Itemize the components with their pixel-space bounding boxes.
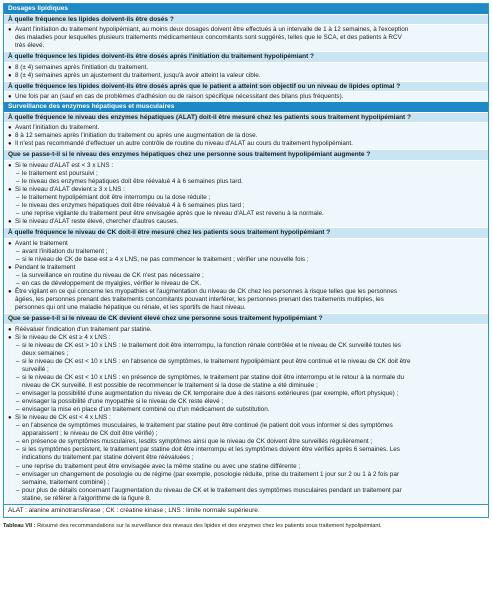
recommendations-table — [3, 3, 489, 518]
question-row: Que se passe-t-il si le niveau des enzymes hépatiques chez une personne sous traitement hypolipémiant augmente ? — [4, 149, 488, 160]
dash-item: – si les symptômes persistent, le traitement par statine doit être interrompu et les symptômes doivent être vérifiés après 6 semaines. Les — [8, 446, 484, 454]
continuation-line: statine, se référer à l'algorithme de la figure 8. — [22, 494, 151, 502]
question-row: À quelle fréquence le niveau de CK doit-il être mesuré chez les patients sous traitement hypolipémiant ? — [4, 227, 488, 238]
answer-cell — [4, 91, 488, 102]
dash-item: – envisager un changement de posologie ou de régime (par exemple, posologie réduite, prise du traitement 1 jour sur 2 ou 1 à 2 fois par — [8, 471, 484, 479]
dash-item: – avant l'initiation du traitement ; — [8, 248, 484, 256]
question-row: À quelle fréquence les lipides doivent-ils être dosés après l'initiation du traitement hypolipémiant ? — [4, 51, 488, 62]
bullet-item: ● Il n'est pas recommandé d'effectuer un autre contrôle de routine du niveau d'ALAT au cours du traitement hypolipémiant. — [8, 140, 484, 148]
dash-item: – en l'absence de symptômes musculaires, le traitement par statine peut être continué (le patient doit vous informer si des symptômes — [8, 422, 484, 430]
continuation-line: apparaissent ; le niveau de CK doit être vérifié) ; — [22, 430, 158, 438]
dash-item: – une reprise du traitement peut être envisagée avec la même statine ou avec une statine différente ; — [8, 463, 484, 471]
section-header: Dosages lipidiques — [4, 4, 488, 14]
answer-cell — [4, 324, 488, 504]
dash-item: – envisager la possibilité d'une myopathie si le niveau de CK reste élevé ; — [8, 398, 484, 406]
table-footnote: ALAT : alanine aminotransférase ; CK : créatine kinase ; LNS : limite normale supérieure. — [4, 504, 488, 517]
answer-cell — [4, 238, 488, 313]
dash-item: – le traitement est poursuivi ; — [8, 170, 484, 178]
bullet-item: ● Réévaluer l'indication d'un traitement par statine. — [8, 326, 484, 334]
dash-item: – en présence de symptômes musculaires, lesdits symptômes ainsi que le niveau de CK doivent être surveillés régulièrement ; — [8, 438, 484, 446]
dash-item: – si le niveau de CK est > 10 x LNS : le traitement doit être interrompu, la fonction rénale contrôlée et le niveau de CK surveillé toutes les — [8, 342, 484, 350]
bullet-item: ● Si le niveau de CK est < 4 x LNS : — [8, 414, 484, 422]
continuation-line: très élevé. — [15, 42, 45, 50]
bullet-item: ● 8 à 12 semaines après l'initiation du traitement ou après une augmentation de la dose. — [8, 132, 484, 140]
dash-item: – le niveau des enzymes hépatiques doit être réévalué 4 à 6 semaines plus tard ; — [8, 202, 484, 210]
bullet-item: ● Si le niveau d'ALAT devient ≥ 3 x LNS : — [8, 186, 484, 194]
question-row: À quelle fréquence les lipides doivent-ils être dosés ? — [4, 14, 488, 25]
continuation-line: niveau de CK surveillé. Il est possible de recommencer le traitement si la dose de statine a été diminuée ; — [22, 382, 318, 390]
bullet-item: ● Si le niveau d'ALAT est < 3 x LNS : — [8, 162, 484, 170]
bullet-item: ● Une fois par an (sauf en cas de problèmes d'adhésion ou de raison spécifique nécessitant des bilans plus fréquents). — [8, 93, 484, 101]
bullet-item: ● Être vigilant en ce qui concerne les myopathies et l'augmentation du niveau de CK chez les personnes à risque telles que les personnes — [8, 288, 484, 296]
dash-item: – la surveillance en routine du niveau de CK n'est pas nécessaire ; — [8, 272, 484, 280]
bullet-item: ● Si le niveau de CK est ≥ 4 x LNS : — [8, 334, 484, 342]
caption-text: Résumé des recommandations sur la surveillance des niveaux des lipides et des enzymes chez les patients sous traitement hypolipémiant. — [37, 522, 382, 529]
dash-item: – le niveau des enzymes hépatiques doit être réévalué 4 à 6 semaines plus tard. — [8, 178, 484, 186]
continuation-line: personnes qui ont une maladie hépatique ou rénale, et les sportifs de haut niveau. — [15, 304, 246, 312]
dash-item: – envisager la possibilité d'une augmentation du niveau de CK temporaire due à des raisons extérieures (par exemple, effort physique) ; — [8, 390, 484, 398]
continuation-line: surveillé ; — [22, 365, 49, 373]
bullet-item: ● Pendant le traitement — [8, 264, 484, 272]
continuation-line: deux semaines ; — [22, 349, 69, 357]
answer-cell — [4, 160, 488, 227]
dash-item: – si le niveau de CK est < 10 x LNS : en présence de symptômes, le traitement par statine doit être interrompu et le retour à la normale du — [8, 374, 484, 382]
answer-cell — [4, 122, 488, 149]
continuation-line: semaine, traitement combiné) ; — [22, 478, 110, 486]
dash-item: – si le niveau de CK est < 10 x LNS : en l'absence de symptômes, le traitement hypolipémiant peut être continué et le niveau de CK doit être — [8, 358, 484, 366]
continuation-line: indications du traitement par statine doivent être réévaluées ; — [22, 454, 194, 462]
dash-item: – une reprise vigilante du traitement peut être envisagée après que le niveau d'ALAT est revenu à la normale. — [8, 210, 484, 218]
dash-item: – le traitement hypolipémiant doit être interrompu ou la dose réduite ; — [8, 194, 484, 202]
answer-cell — [4, 62, 488, 81]
question-row: À quelle fréquence le niveau des enzymes hépatiques (ALAT) doit-il être mesuré chez les patients sous traitement hypolipémiant ? — [4, 112, 488, 123]
dash-item: – pour plus de détails concernant l'augmentation du niveau de CK et le traitement des symptômes musculaires pendant un traitement par — [8, 487, 484, 495]
bullet-item: ● Si le niveau d'ALAT reste élevé, chercher d'autres causes. — [8, 218, 484, 226]
dash-item: – envisager la mise en place d'un traitement combiné ou d'un médicament de substitution. — [8, 406, 484, 414]
continuation-line: des maladies pour lesquelles plusieurs traitements médicamenteux concomitants sont suggérés, telles que le SCA, et des patients à RCV — [15, 34, 402, 42]
bullet-item: ● 8 (± 4) semaines après un ajustement du traitement, jusqu'à avoir atteint la valeur cible. — [8, 72, 484, 80]
document — [3, 3, 489, 530]
bullet-item: ● Avant l'initiation du traitement. — [8, 124, 484, 132]
bullet-item: ● Avant le traitement — [8, 240, 484, 248]
dash-item: – si le niveau de CK de base est ≥ 4 x LNS, ne pas commencer le traitement ; vérifier une nouvelle fois ; — [8, 256, 484, 264]
continuation-line: âgées, les personnes prenant des traitements concomitants pouvant interférer, les personnes prenant des traitements multiples, les — [15, 296, 384, 304]
question-row: À quelle fréquence les lipides doivent-ils être dosés après que le patient a atteint son objectif ou un niveau de lipides optimal ? — [4, 81, 488, 92]
dash-item: – en cas de développement de myalgies, vérifier le niveau de CK. — [8, 280, 484, 288]
caption-label: Tableau VII : — [3, 522, 36, 529]
answer-cell — [4, 24, 488, 51]
section-header: Surveillance des enzymes hépatiques et musculaires — [4, 102, 488, 112]
bullet-item: ● Avant l'initiation du traitement hypolipémiant, au moins deux dosages doivent être effectués à un intervalle de 1 à 12 semaines, à l'exception — [8, 26, 484, 34]
question-row: Que se passe-t-il si le niveau de CK devient élevé chez une personne sous traitement hypolipémiant ? — [4, 313, 488, 324]
table-caption — [3, 522, 489, 530]
bullet-item: ● 8 (± 4) semaines après l'initiation du traitement. — [8, 64, 484, 72]
